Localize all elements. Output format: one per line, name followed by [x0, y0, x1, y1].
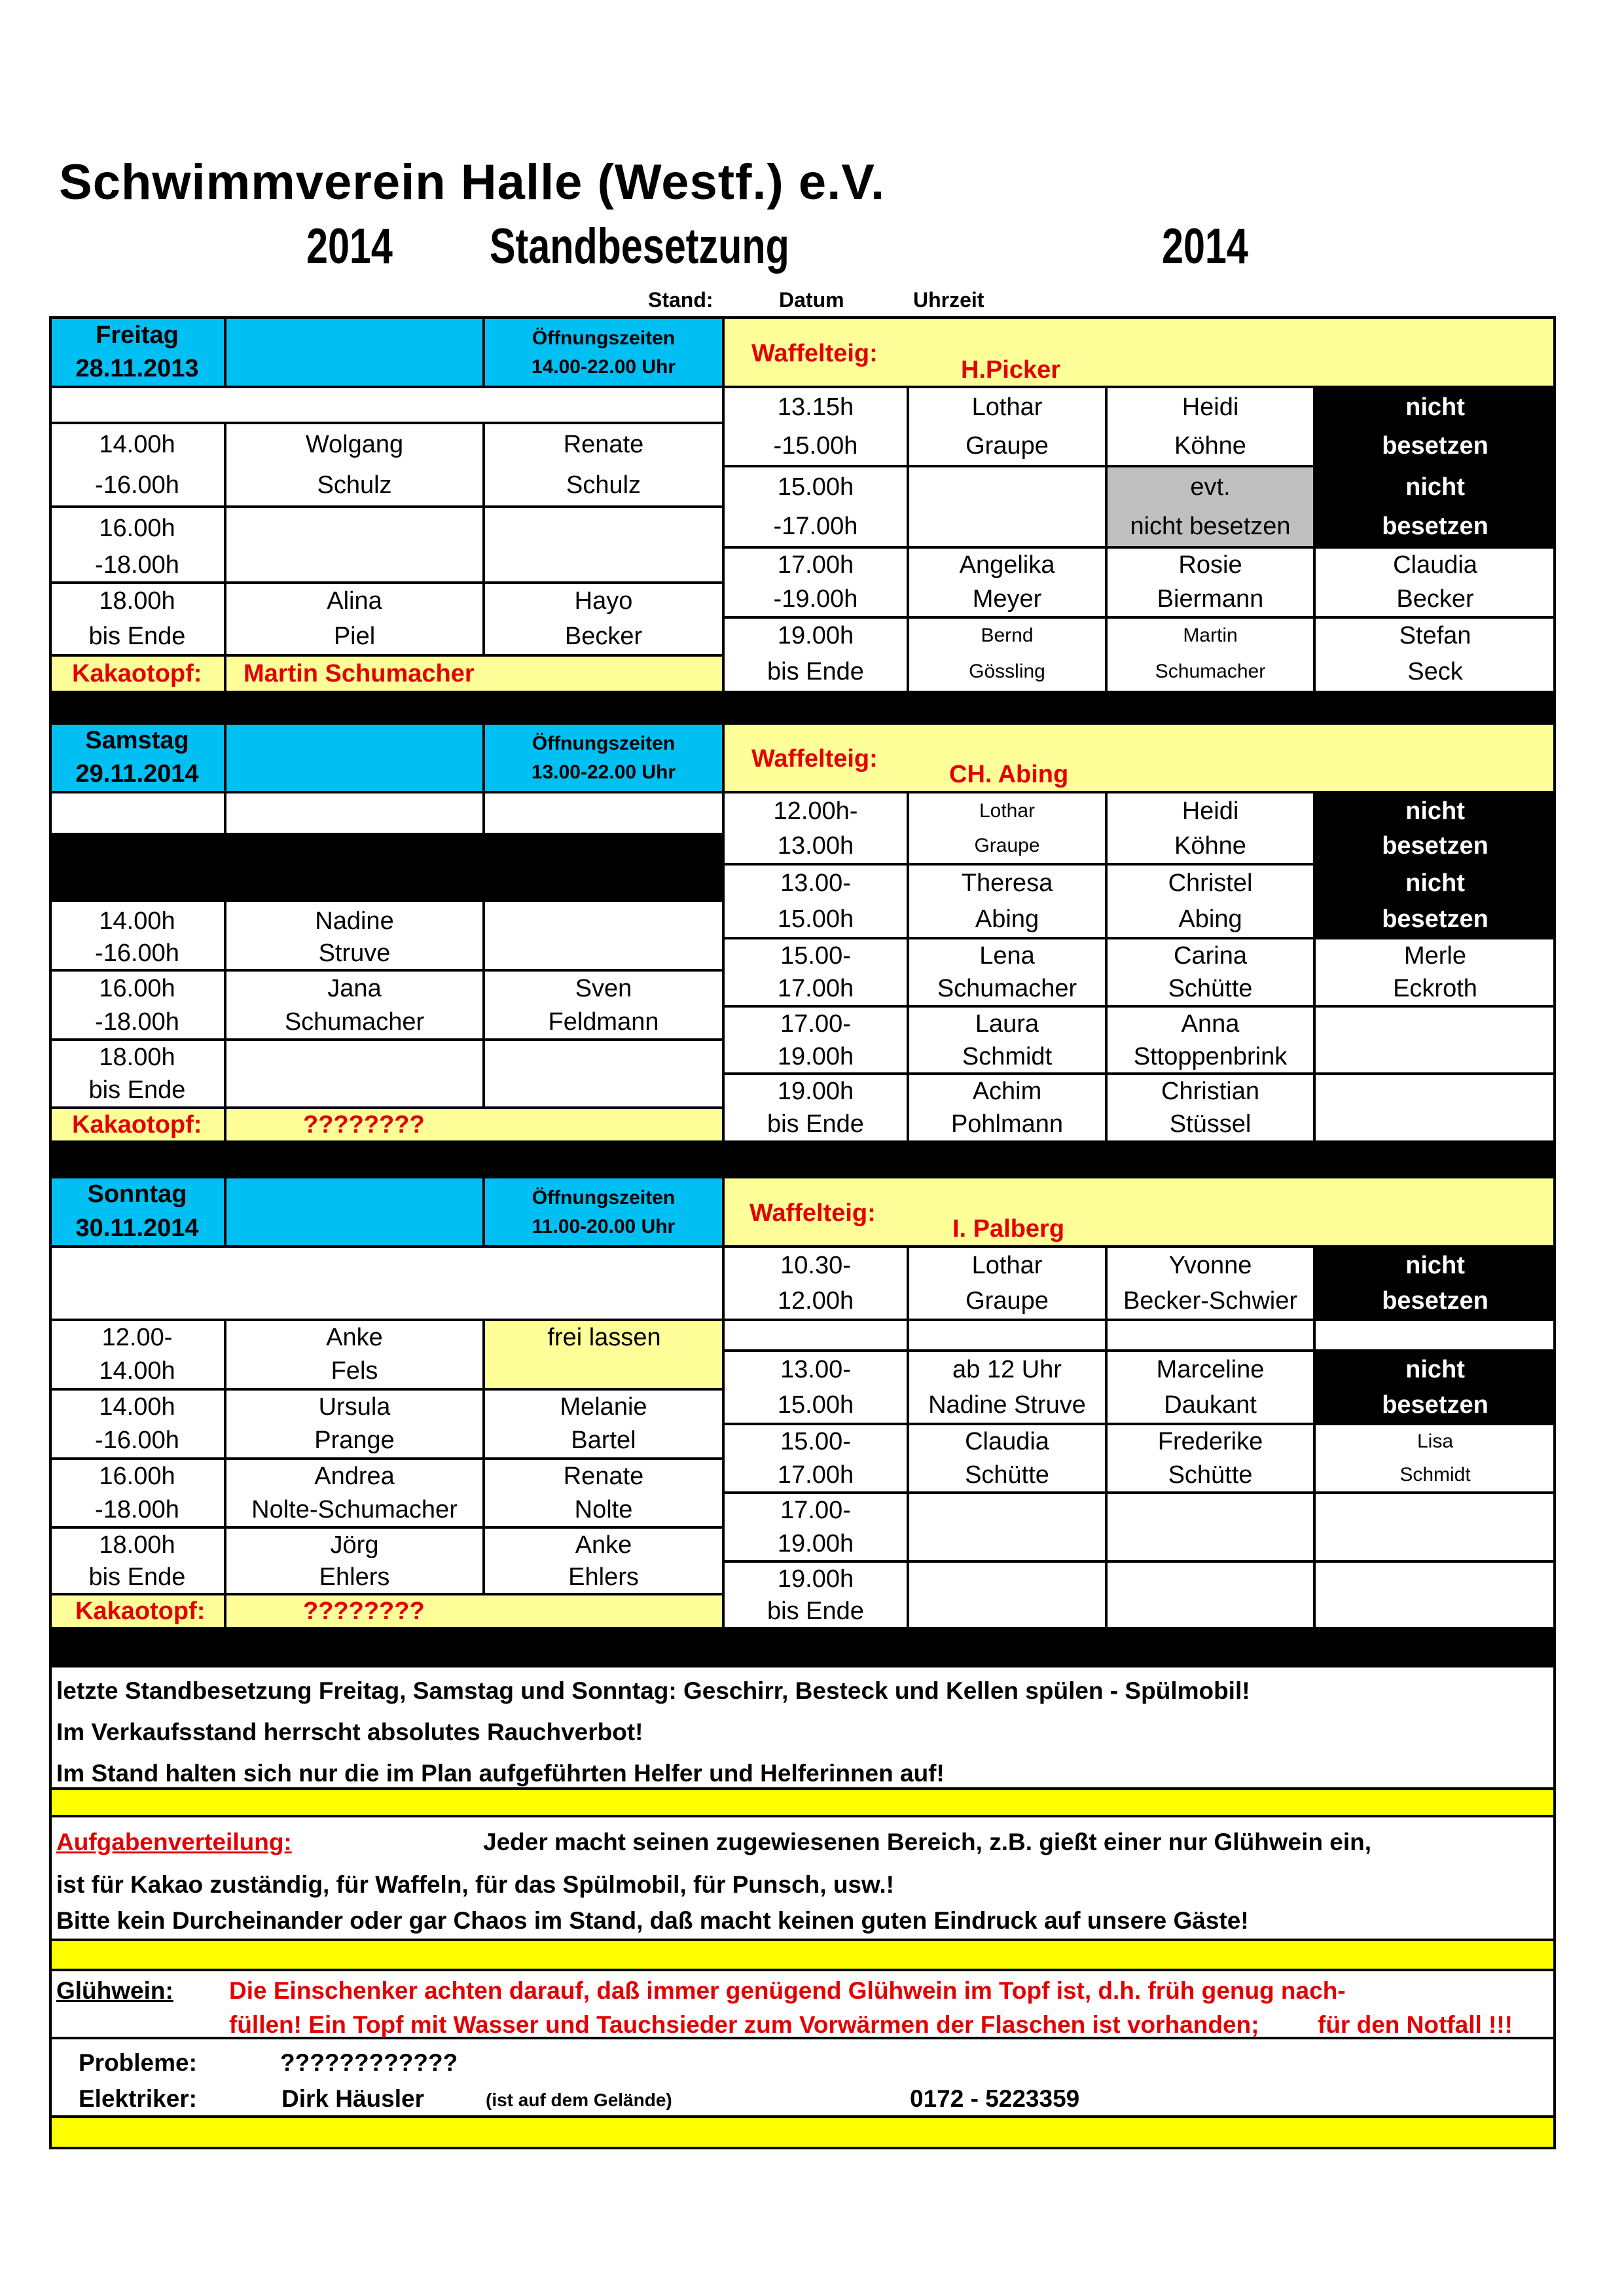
sun-l-p2: Renate: [563, 1463, 644, 1490]
sun-l-time: 14.00h: [99, 1393, 175, 1421]
sun-r-p3: Lisa: [1416, 1430, 1454, 1452]
fri-l-time: bis Ende: [88, 622, 186, 650]
sat-r-p1: Lena: [979, 942, 1035, 970]
gluehwein-label: Glühwein:: [56, 1977, 173, 2004]
sat-r-p2: Köhne: [1174, 832, 1246, 860]
fri-l-time: 18.00h: [99, 587, 175, 615]
note-line-2: Im Verkaufsstand herrscht absolutes Rauchverbot!: [56, 1719, 643, 1745]
sat-l-p1: [226, 1041, 482, 1074]
fri-kakao-name: Martin Schumacher: [244, 660, 475, 687]
sat-oeffnung: Öffnungszeiten: [532, 733, 676, 754]
sun-r-p2: Frederike: [1157, 1428, 1263, 1455]
fri-l-p1: [226, 549, 482, 581]
elektriker-name: Dirk Häusler: [281, 2085, 424, 2112]
fri-r-p1: Gössling: [969, 661, 1045, 682]
sun-r-time: 17.00h: [777, 1461, 854, 1489]
fri-l-p2: Hayo: [574, 587, 633, 615]
fri-l-p1: Piel: [333, 622, 376, 650]
uhrzeit-label: Uhrzeit: [913, 288, 984, 312]
fri-l-p2: [485, 508, 722, 549]
elektriker-phone: 0172 - 5223359: [910, 2085, 1080, 2112]
sat-r-p2: Sttoppenbrink: [1133, 1042, 1288, 1070]
sat-r-p3: [1316, 1108, 1555, 1140]
sun-l-p1: Andrea: [314, 1463, 395, 1490]
elektriker-label: Elektriker:: [79, 2085, 197, 2112]
sun-r-besetzen: besetzen: [1382, 1391, 1489, 1419]
sun-l-p1: Ursula: [318, 1393, 391, 1421]
fri-r-p1: [909, 467, 1105, 507]
sun-r-p1: Nadine Struve: [928, 1391, 1086, 1419]
sat-r-p2: Heidi: [1182, 797, 1239, 825]
sat-r-p2: Schütte: [1168, 975, 1253, 1002]
fri-r-p2: Schumacher: [1155, 661, 1266, 682]
sat-r-p3: Merle: [1403, 942, 1467, 970]
fri-r-p2: Köhne: [1174, 431, 1246, 460]
fri-oeffnung: Öffnungszeiten: [532, 327, 676, 349]
sun-r-nicht: nicht: [1405, 1252, 1465, 1279]
sun-l-time: 14.00h: [99, 1357, 175, 1385]
sat-r-p2: Christel: [1168, 869, 1253, 897]
sat-l-p1: [226, 1074, 482, 1106]
sun-r-p2: [1108, 1527, 1313, 1560]
sun-l-time: bis Ende: [88, 1563, 186, 1591]
sat-r-time: 13.00h: [777, 832, 854, 860]
fri-date: 28.11.2013: [75, 355, 199, 382]
fri-r-time: -19.00h: [773, 585, 858, 613]
sat-r-p2: Christian: [1161, 1078, 1259, 1105]
fri-l-time: 16.00h: [99, 515, 175, 542]
sun-l-p2: Melanie: [560, 1393, 647, 1421]
sun-waffel-name: I. Palberg: [952, 1215, 1065, 1243]
fri-r-time: bis Ende: [767, 658, 864, 685]
sun-l-p1: Prange: [314, 1427, 395, 1454]
sun-l-p2: Nolte: [574, 1495, 633, 1523]
sat-l-time: -16.00h: [95, 939, 179, 967]
datum-label: Datum: [779, 288, 844, 312]
sun-l-p1: Nolte-Schumacher: [251, 1495, 458, 1523]
sat-l-p1: Schumacher: [284, 1008, 425, 1036]
fri-l-time: 14.00h: [99, 431, 175, 458]
sun-r-p3: [1316, 1595, 1555, 1627]
page-title: Schwimmverein Halle (Westf.) e.V.: [59, 155, 886, 210]
fri-kakao-label: Kakaotopf:: [72, 660, 202, 687]
sun-r-p2: Yvonne: [1168, 1252, 1252, 1279]
sat-l-time: bis Ende: [88, 1076, 186, 1104]
sat-l-p2: Sven: [575, 974, 632, 1002]
sat-l-p2: [485, 938, 722, 969]
fri-r-p1: Lothar: [971, 393, 1043, 421]
fri-r-p1: Bernd: [981, 625, 1034, 646]
sat-r-p1: Laura: [975, 1010, 1039, 1038]
sat-day: Samstag: [85, 727, 189, 754]
sat-kakao-label: Kakaotopf:: [72, 1111, 202, 1139]
fri-r-time: -15.00h: [773, 431, 858, 460]
sun-r-time: 12.00h: [777, 1287, 854, 1315]
fri-r-p3: Stefan: [1399, 622, 1471, 649]
fri-l-p2: Becker: [564, 622, 643, 650]
sun-hours: 11.00-20.00 Uhr: [532, 1216, 676, 1237]
fri-r-besetzen: besetzen: [1382, 431, 1489, 460]
sat-r-p1: Theresa: [961, 869, 1053, 897]
sat-r-time: 19.00h: [777, 1042, 854, 1070]
sun-r-time: 19.00h: [777, 1565, 854, 1593]
sat-r-besetzen: besetzen: [1382, 905, 1489, 933]
sat-r-nicht: nicht: [1405, 869, 1465, 897]
sat-r-nicht: nicht: [1405, 797, 1465, 825]
sun-r-p1: [909, 1595, 1105, 1627]
sun-r-p1: Lothar: [971, 1252, 1043, 1279]
fri-r-p2: evt.: [1190, 473, 1231, 501]
sat-r-p2: Stüssel: [1169, 1110, 1252, 1138]
sat-r-time: bis Ende: [767, 1110, 864, 1138]
sat-r-p3: [1316, 1040, 1555, 1072]
sun-r-p1: Schütte: [965, 1461, 1049, 1489]
sat-r-besetzen: besetzen: [1382, 832, 1489, 860]
probleme-value: ????????????: [280, 2049, 458, 2076]
fri-r-p3: Claudia: [1393, 551, 1477, 579]
year-right: 2014: [1162, 219, 1248, 274]
sun-kakao-label: Kakaotopf:: [75, 1597, 206, 1625]
sat-r-time: 12.00h-: [773, 797, 858, 825]
aufgaben-label: Aufgabenverteilung:: [56, 1829, 292, 1855]
sat-waffel-label: Waffelteig:: [751, 745, 878, 773]
sun-r-time: 15.00h: [777, 1391, 854, 1419]
note-line-6: Bitte kein Durcheinander oder gar Chaos im Stand, daß macht keinen guten Eindruck auf unsere Gäste!: [56, 1907, 1249, 1934]
fri-r-p1: [909, 507, 1105, 546]
gluehwein-line-1: Die Einschenker achten darauf, daß immer genügend Glühwein im Topf ist, d.h. früh genug nach-: [229, 1977, 1346, 2004]
sun-r-p1: Claudia: [965, 1428, 1049, 1455]
fri-r-p3: Seck: [1407, 658, 1463, 685]
sun-r-p2: Becker-Schwier: [1123, 1287, 1298, 1315]
sun-l-p2: [485, 1354, 723, 1388]
sat-r-p1: Schmidt: [962, 1042, 1053, 1070]
sat-l-p1: Nadine: [315, 907, 394, 935]
stand-label: Stand:: [648, 288, 713, 312]
sat-waffel-name: CH. Abing: [949, 761, 1069, 788]
sat-r-p1: Pohlmann: [950, 1110, 1064, 1138]
fri-r-p2: Biermann: [1157, 585, 1264, 613]
fri-waffel-name: H.Picker: [961, 356, 1061, 384]
fri-l-time: -18.00h: [95, 551, 179, 579]
sat-date: 29.11.2014: [75, 760, 199, 788]
fri-r-p2: Heidi: [1182, 393, 1239, 421]
sun-r-time: bis Ende: [767, 1597, 864, 1625]
sat-r-time: 15.00h: [777, 905, 854, 933]
sun-l-p1: Anke: [326, 1324, 383, 1351]
sun-r-time: 10.30-: [780, 1252, 851, 1279]
sun-r-p3: [1316, 1527, 1555, 1560]
fri-r-time: 13.15h: [777, 393, 854, 421]
sat-l-time: 18.00h: [99, 1044, 175, 1071]
sat-r-time: 19.00h: [777, 1078, 854, 1105]
sun-r-besetzen: besetzen: [1382, 1287, 1489, 1315]
sun-r-p2: [1108, 1595, 1313, 1627]
sat-l-p2: [485, 905, 722, 938]
sun-l-time: 12.00-: [101, 1324, 173, 1351]
elektriker-note: (ist auf dem Gelände): [486, 2090, 672, 2110]
sun-l-time: 18.00h: [99, 1531, 175, 1559]
sun-r-p2: Schütte: [1168, 1461, 1253, 1489]
sun-r-p1: [909, 1494, 1105, 1527]
sat-r-time: 13.00-: [780, 869, 851, 897]
note-line-3: Im Stand halten sich nur die im Plan aufgeführten Helfer und Helferinnen auf!: [56, 1760, 945, 1787]
sun-l-time: -16.00h: [95, 1427, 179, 1454]
sun-r-time: 13.00-: [780, 1356, 851, 1383]
sat-l-time: 14.00h: [99, 907, 175, 935]
sun-kakao-name: ????????: [303, 1597, 425, 1625]
sat-r-p3: Eckroth: [1393, 975, 1477, 1002]
sat-l-p2: [485, 1074, 722, 1106]
fri-l-p1: Schulz: [317, 471, 392, 499]
fri-r-nicht: nicht: [1405, 393, 1465, 421]
sat-r-time: 17.00-: [780, 1010, 851, 1038]
sun-r-p1: [909, 1527, 1105, 1560]
sat-r-p3: [1316, 1075, 1555, 1108]
note-line-5: ist für Kakao zuständig, für Waffeln, für das Spülmobil, für Punsch, usw.!: [56, 1871, 895, 1898]
sun-r-p3: [1316, 1494, 1555, 1527]
sat-l-time: 16.00h: [99, 974, 175, 1002]
aufgaben-text: Jeder macht seinen zugewiesenen Bereich, z.B. gießt einer nur Glühwein ein,: [483, 1829, 1372, 1855]
sun-l-time: 16.00h: [99, 1463, 175, 1490]
sat-r-p1: Schumacher: [937, 975, 1077, 1002]
sun-r-p1: Graupe: [965, 1287, 1049, 1315]
fri-hours: 14.00-22.00 Uhr: [531, 356, 676, 378]
sun-r-p2: Marceline: [1156, 1356, 1265, 1383]
note-line-1: letzte Standbesetzung Freitag, Samstag und Sonntag: Geschirr, Besteck und Kellen spülen - Spülmobil!: [56, 1677, 1250, 1704]
fri-r-time: 19.00h: [777, 622, 854, 649]
sun-r-p3: Schmidt: [1399, 1463, 1471, 1485]
sun-r-p1: ab 12 Uhr: [952, 1356, 1062, 1383]
sat-l-p2: [485, 1041, 722, 1074]
sun-l-p2: Anke: [575, 1531, 632, 1559]
fri-r-p1: Graupe: [965, 431, 1049, 460]
fri-r-nicht: nicht: [1405, 473, 1465, 501]
sat-r-p1: Graupe: [974, 835, 1040, 856]
sat-l-p2: Feldmann: [548, 1008, 659, 1036]
fri-r-p2: Rosie: [1178, 551, 1242, 579]
sun-r-p2: [1108, 1563, 1313, 1595]
gluehwein-line-2: füllen! Ein Topf mit Wasser und Tauchsieder zum Vorwärmen der Flaschen ist vorhanden;: [229, 2011, 1259, 2038]
sun-l-p1: Ehlers: [319, 1563, 390, 1591]
fri-l-p2: [485, 549, 722, 581]
sun-r-p2: Daukant: [1164, 1391, 1257, 1419]
sun-r-time: 19.00h: [777, 1529, 854, 1558]
subtitle: Standbesetzung: [490, 219, 789, 274]
sat-r-time: 17.00h: [777, 975, 854, 1002]
sun-l-p2: Bartel: [571, 1427, 636, 1454]
fri-r-p3: Becker: [1396, 585, 1474, 613]
sat-r-p3: [1316, 1008, 1555, 1040]
sun-l-p2: Ehlers: [568, 1563, 639, 1591]
sun-oeffnung: Öffnungszeiten: [532, 1187, 676, 1209]
sat-r-p1: Lothar: [979, 800, 1036, 822]
sun-l-p1: Jörg: [330, 1531, 379, 1559]
fri-r-p2: Martin: [1183, 625, 1238, 646]
sun-r-p3: [1316, 1563, 1555, 1595]
sat-r-p2: Abing: [1178, 905, 1242, 933]
sun-r-time: 17.00-: [780, 1497, 851, 1524]
fri-l-p2: Schulz: [566, 471, 641, 499]
sat-l-p1: Jana: [327, 974, 382, 1002]
fri-l-p2: Renate: [563, 431, 644, 458]
sat-l-time: -18.00h: [95, 1008, 179, 1036]
sat-r-p2: Anna: [1181, 1010, 1240, 1038]
sun-day: Sonntag: [87, 1180, 187, 1208]
fri-r-p1: Angelika: [959, 551, 1055, 579]
fri-r-time: 17.00h: [777, 551, 854, 579]
fri-day: Freitag: [96, 321, 179, 349]
fri-l-time: -16.00h: [95, 471, 179, 499]
sat-r-p1: Achim: [972, 1078, 1042, 1105]
notfall: für den Notfall !!!: [1318, 2011, 1513, 2038]
sun-l-time: -18.00h: [95, 1495, 179, 1523]
fri-waffel-label: Waffelteig:: [751, 340, 878, 367]
fri-r-time: 15.00h: [777, 473, 854, 501]
fri-l-p1: Wolgang: [305, 431, 404, 458]
sun-waffel-label: Waffelteig:: [749, 1199, 876, 1227]
fri-r-p2: nicht besetzen: [1130, 513, 1291, 540]
sat-r-p2: Carina: [1174, 942, 1247, 970]
sun-r-nicht: nicht: [1405, 1356, 1465, 1383]
fri-r-time: -17.00h: [773, 513, 858, 540]
sun-r-p2: [1108, 1494, 1313, 1527]
fri-r-besetzen: besetzen: [1382, 513, 1489, 540]
year-left: 2014: [306, 219, 393, 274]
sat-l-p1: Struve: [318, 939, 391, 967]
sat-r-p1: Abing: [975, 905, 1039, 933]
sun-r-time: 15.00-: [780, 1428, 851, 1455]
sat-r-time: 15.00-: [780, 942, 851, 970]
fri-l-p1: [226, 508, 482, 549]
fri-r-p1: Meyer: [972, 585, 1042, 613]
probleme-label: Probleme:: [79, 2049, 197, 2076]
sun-r-p1: [909, 1563, 1105, 1595]
fri-l-p1: Alina: [327, 587, 382, 615]
sun-date: 30.11.2014: [75, 1214, 199, 1242]
sun-l-p2: frei lassen: [547, 1324, 661, 1351]
sun-l-p1: Fels: [331, 1357, 378, 1385]
sat-hours: 13.00-22.00 Uhr: [531, 761, 676, 783]
sat-kakao-name: ????????: [303, 1111, 425, 1139]
